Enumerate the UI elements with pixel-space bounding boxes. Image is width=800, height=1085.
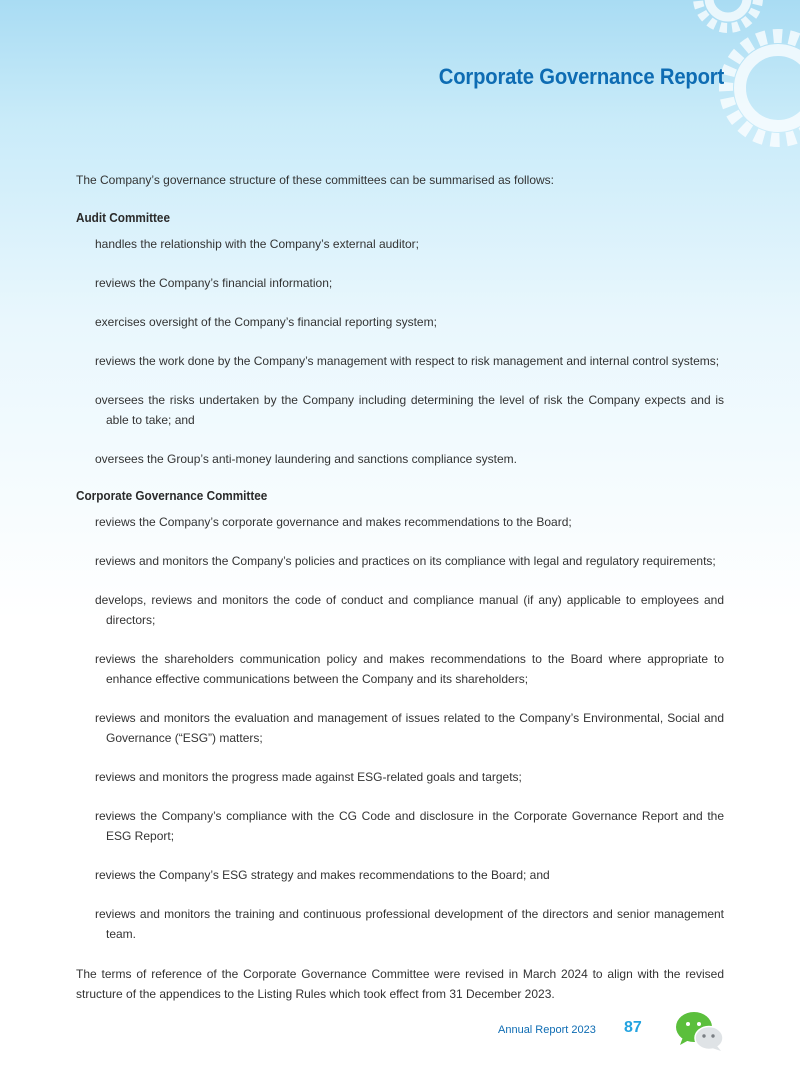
list-item: exercises oversight of the Company’s financial reporting system;	[95, 315, 437, 329]
main-content	[76, 171, 724, 1004]
list-item: reviews the Company’s compliance with the CG Code and disclosure in the Corporate Governance Report and the ESG Report;	[95, 809, 724, 843]
cg-committee-heading: Corporate Governance Committee	[76, 489, 268, 503]
wechat-icon	[674, 1010, 726, 1052]
audit-committee-heading: Audit Committee	[76, 211, 170, 225]
list-item: reviews and monitors the Company’s policies and practices on its compliance with legal and regulatory requirements;	[95, 554, 716, 568]
list-item: oversees the Group’s anti-money laundering and sanctions compliance system.	[95, 452, 518, 466]
page-number: 87	[624, 1019, 642, 1036]
list-item: oversees the risks undertaken by the Company including determining the level of risk the Company expects and is able to take; and	[95, 393, 724, 427]
intro-text: The Company’s governance structure of these committees can be summarised as follows:	[76, 173, 554, 187]
list-item: handles the relationship with the Company’s external auditor;	[95, 237, 419, 251]
list-item: reviews and monitors the training and continuous professional development of the directors and senior management team.	[95, 907, 724, 941]
footer-report-label: Annual Report 2023	[498, 1024, 596, 1036]
list-item: develops, reviews and monitors the code of conduct and compliance manual (if any) applicable to employees and directors;	[95, 593, 724, 627]
page-title: Corporate Governance Report	[438, 64, 724, 89]
list-item: reviews the Company’s corporate governance and makes recommendations to the Board;	[95, 515, 572, 529]
closing-paragraph: The terms of reference of the Corporate Governance Committee were revised in March 2024 to align with the revised structure of the appendices to the Listing Rules which took effect from 31 December 2023.	[76, 967, 724, 1001]
list-item: reviews and monitors the progress made against ESG-related goals and targets;	[95, 770, 522, 784]
cg-committee-list	[76, 512, 724, 944]
list-item: reviews the Company’s financial information;	[95, 276, 333, 290]
list-item: reviews the shareholders communication policy and makes recommendations to the Board where appropriate to enhance effective communications between the Company and its shareholders;	[95, 652, 724, 686]
list-item: reviews the Company’s ESG strategy and makes recommendations to the Board; and	[95, 868, 550, 882]
audit-committee-list	[76, 234, 724, 469]
list-item: reviews the work done by the Company’s management with respect to risk management and internal control systems;	[95, 354, 720, 368]
list-item: reviews and monitors the evaluation and management of issues related to the Company’s Environmental, Social and Governance (“ESG”) matters;	[95, 711, 724, 745]
